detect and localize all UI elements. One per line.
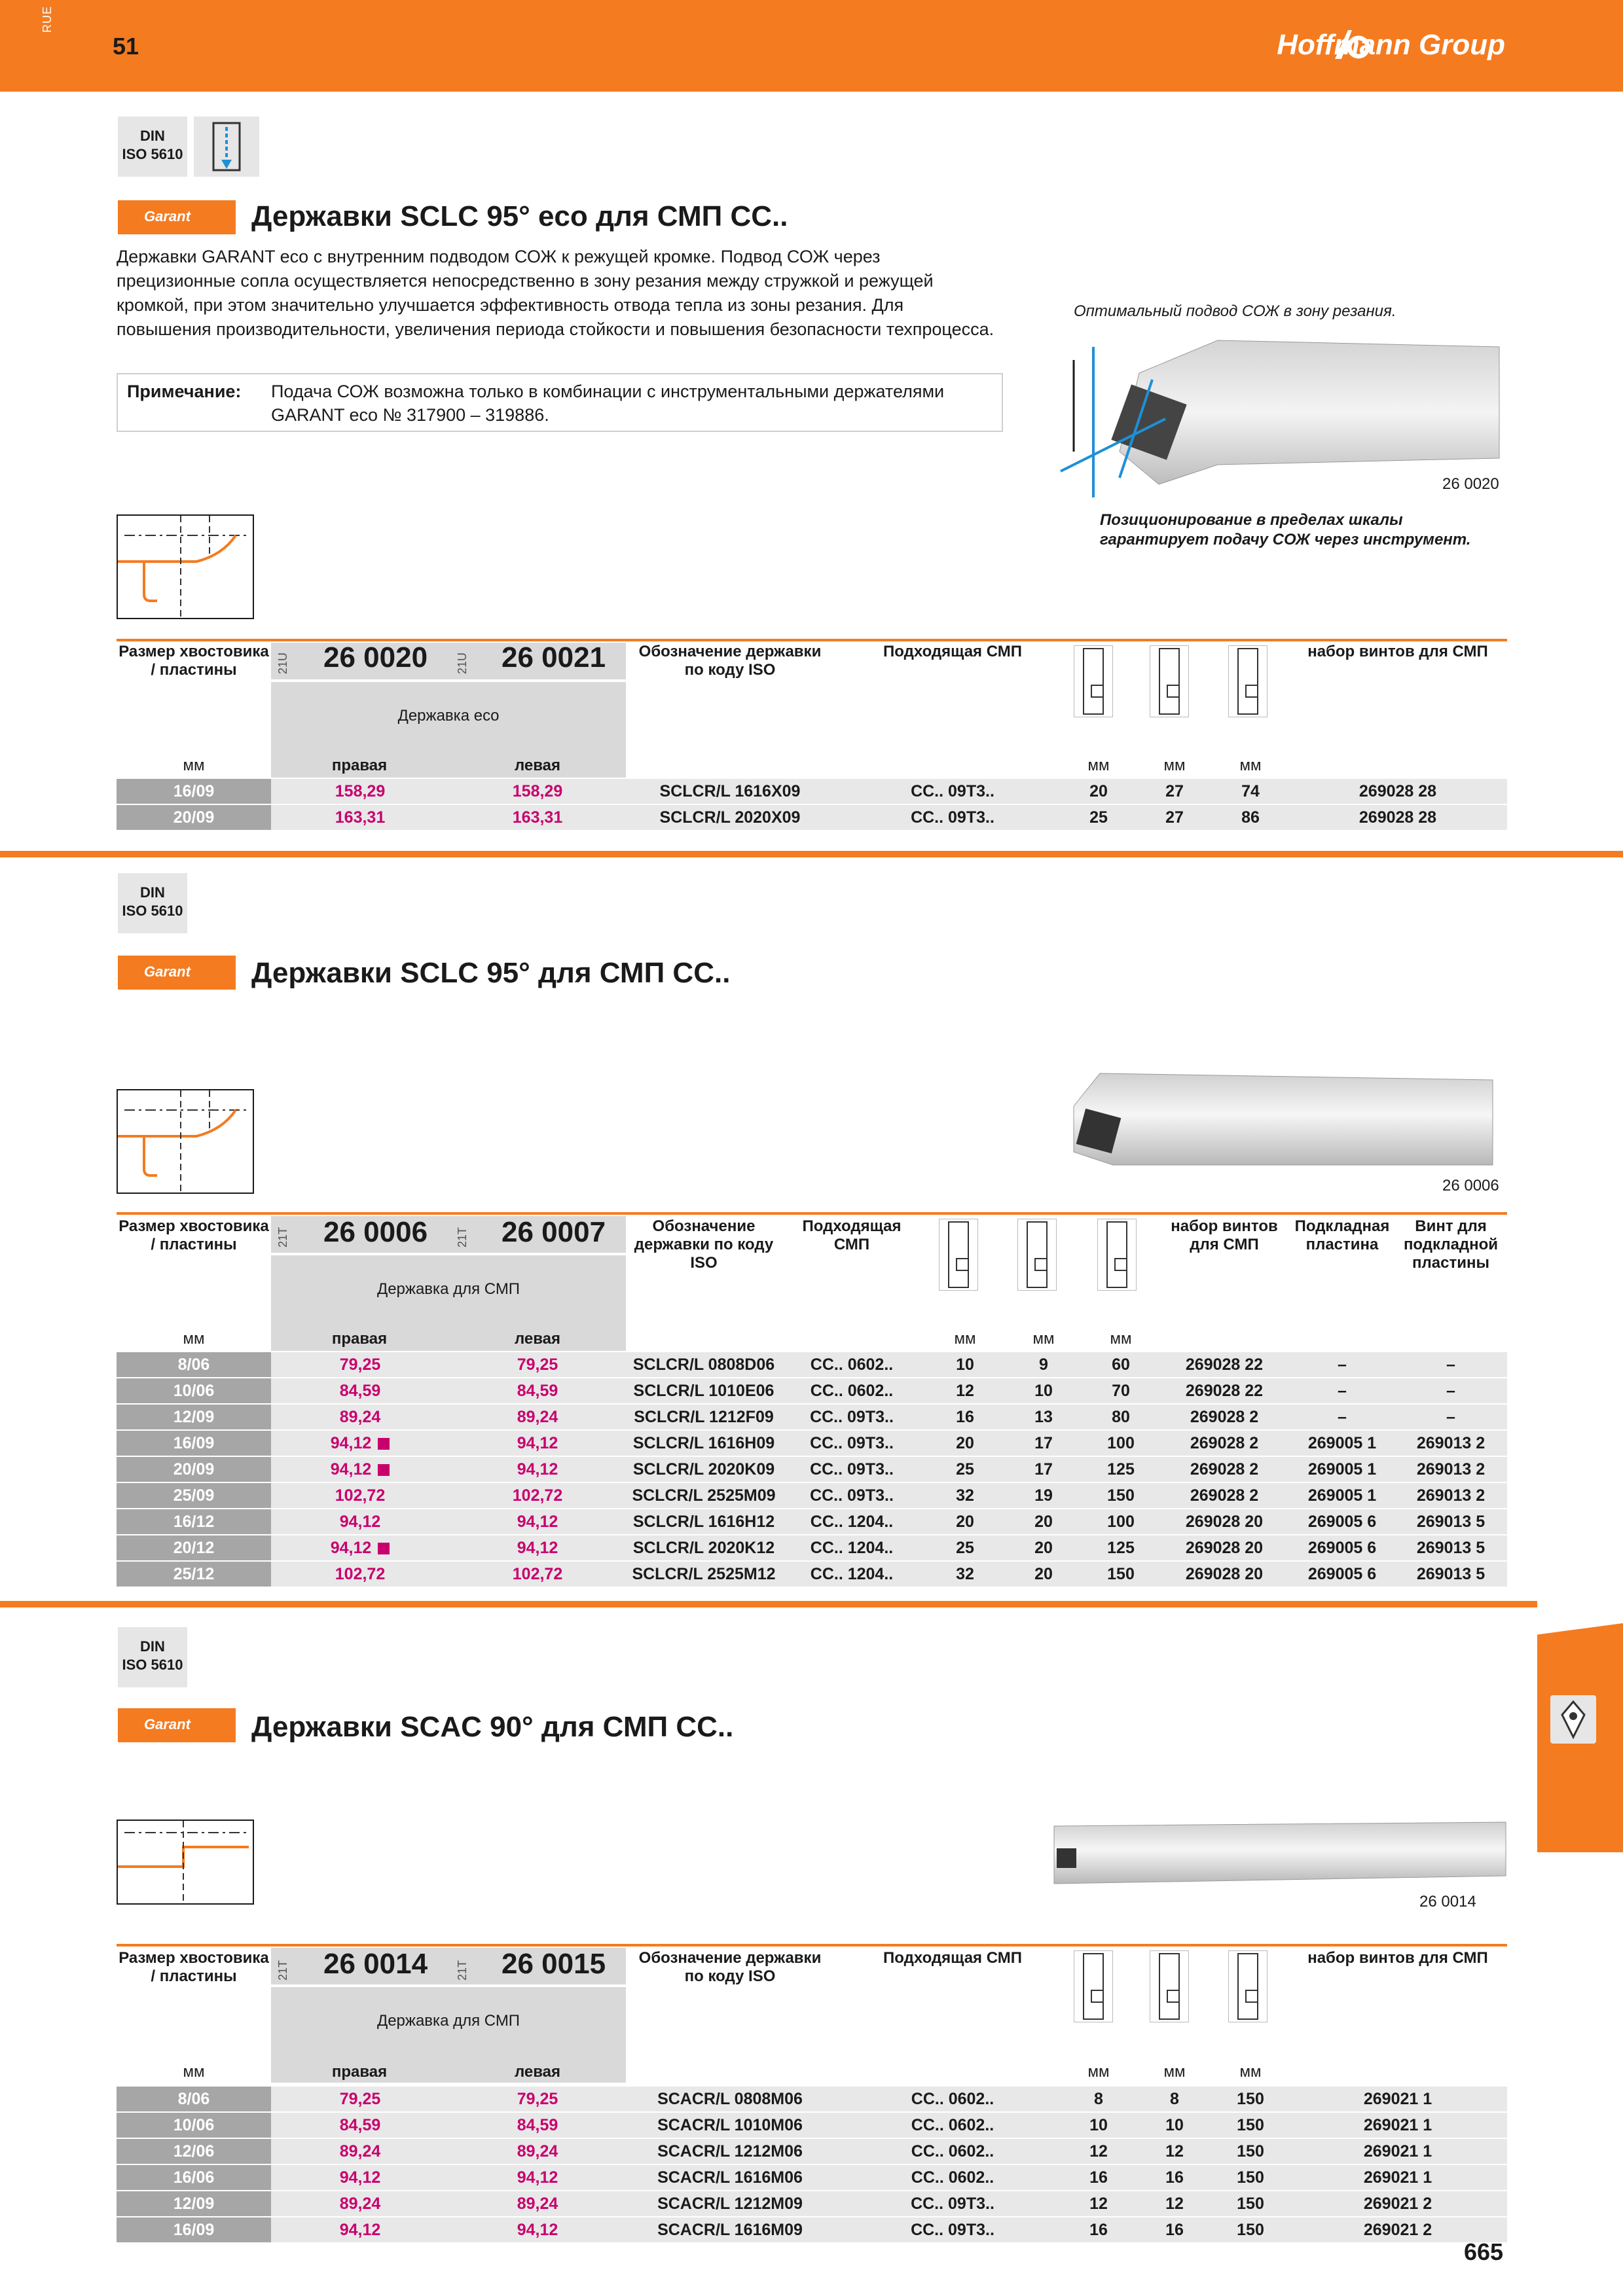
image-caption-bottom: Позиционирование в пределах шкалы гарантирует подачу СОЖ через инструмент.	[1100, 511, 1471, 548]
cell-screws: 269028 2	[1190, 1486, 1259, 1505]
shape-schema	[117, 1089, 254, 1194]
cell-d2: 27	[1165, 808, 1184, 827]
cell-insert: CC.. 09T3..	[911, 782, 994, 800]
cell-d3: 150	[1237, 2090, 1264, 2108]
unit-left: левая	[514, 1330, 561, 1348]
cell-iso: SCLCR/L 1212F09	[634, 1408, 774, 1426]
cell-d2: 8	[1170, 2090, 1179, 2108]
cell-insert: CC.. 09T3..	[810, 1434, 894, 1452]
cell-d3: 150	[1237, 2168, 1264, 2187]
section-divider	[0, 1601, 1537, 1607]
cell-d1: 25	[1089, 808, 1108, 827]
cell-d1: 16	[1089, 2221, 1108, 2239]
cell-shimscrew: 269013 5	[1416, 1539, 1486, 1557]
col-header-iso: Обозначение державки по коду ISO	[634, 1217, 774, 1272]
cell-iso: SCLCR/L 1616H09	[632, 1434, 775, 1452]
section-title: Державки SCLC 95° eco для СМП CC..	[251, 200, 788, 232]
cell-shim: 269005 6	[1307, 1513, 1377, 1531]
garant-logo: Garant	[118, 200, 236, 234]
cell-size: 12/06	[117, 2139, 271, 2164]
header-divider	[271, 1253, 626, 1255]
cell-d1: 10	[956, 1355, 974, 1374]
unit-d2: мм	[1163, 757, 1186, 774]
cell-right[interactable]: 89,24	[339, 2195, 381, 2213]
unit-d2: мм	[1163, 2063, 1186, 2081]
cell-left[interactable]: 89,24	[517, 1408, 558, 1426]
cell-shim: 269005 6	[1307, 1539, 1377, 1557]
cell-d2: 20	[1034, 1539, 1053, 1557]
cell-screws: 269021 1	[1363, 2142, 1432, 2161]
cell-d2: 16	[1165, 2168, 1184, 2187]
cell-shim: –	[1338, 1408, 1347, 1426]
table-row[interactable]	[117, 2191, 1507, 2216]
table-row[interactable]	[117, 2113, 1507, 2138]
cell-iso: SCLCR/L 2020K12	[632, 1539, 775, 1557]
table-row[interactable]	[117, 2139, 1507, 2164]
cell-left[interactable]: 94,12	[517, 1434, 558, 1452]
product-group-code: 21U	[276, 652, 289, 674]
cell-left[interactable]: 163,31	[512, 808, 563, 827]
din-badge: DIN ISO 5610	[118, 873, 187, 933]
unit-size: мм	[183, 757, 205, 774]
cell-right[interactable]: 89,24	[339, 2142, 381, 2161]
cell-shimscrew: –	[1446, 1408, 1455, 1426]
cell-shimscrew: 269013 2	[1416, 1434, 1486, 1452]
shape-schema	[117, 514, 254, 619]
cell-iso: SCLCR/L 1616X09	[659, 782, 801, 800]
table-row[interactable]	[117, 1352, 1507, 1377]
section-title: Державки SCLC 95° для СМП CC..	[251, 957, 731, 989]
cell-iso: SCLCR/L 2020X09	[659, 808, 801, 827]
cell-screws: 269021 1	[1363, 2116, 1432, 2134]
cell-insert: CC.. 0602..	[911, 2090, 994, 2108]
image-caption-top: Оптимальный подвод СОЖ в зону резания.	[1074, 302, 1396, 320]
col-header-insert: Подходящая СМП	[883, 1949, 1022, 1967]
cell-size: 20/09	[117, 1457, 271, 1482]
cell-d1: 16	[1089, 2168, 1108, 2187]
cell-d3: 100	[1107, 1434, 1135, 1452]
cell-d1: 32	[956, 1486, 974, 1505]
product-group-code: 21T	[456, 1960, 469, 1981]
col-header-iso: Обозначение державки по коду ISO	[638, 643, 822, 679]
cell-d1: 20	[956, 1434, 974, 1452]
cell-d3: 74	[1241, 782, 1260, 800]
col-header-insert: Подходящая СМП	[802, 1217, 902, 1253]
image-code: 26 0006	[1442, 1177, 1499, 1194]
availability-marker	[378, 1543, 390, 1554]
cell-iso: SCLCR/L 2525M09	[632, 1486, 776, 1505]
cell-iso: SCACR/L 1010M06	[657, 2116, 803, 2134]
cell-right[interactable]: 102,72	[335, 1486, 386, 1505]
dimension-l-icon	[1228, 1950, 1267, 2022]
col-header-iso: Обозначение державки по коду ISO	[638, 1949, 822, 1985]
unit-d3: мм	[1239, 2063, 1262, 2081]
cell-insert: CC.. 1204..	[810, 1539, 894, 1557]
article-number-left[interactable]: 26 0007	[501, 1216, 606, 1248]
article-number-right[interactable]: 26 0020	[323, 641, 428, 673]
cell-d1: 8	[1094, 2090, 1103, 2108]
cell-right[interactable]: 102,72	[335, 1565, 386, 1583]
table-row[interactable]	[117, 1562, 1507, 1587]
cell-d2: 12	[1165, 2142, 1184, 2161]
cell-insert: CC.. 0602..	[810, 1355, 894, 1374]
cell-size: 25/09	[117, 1483, 271, 1508]
cell-size: 10/06	[117, 1378, 271, 1403]
note-box	[117, 373, 1003, 432]
cell-right[interactable]: 94,12	[271, 1431, 449, 1456]
cell-d3: 100	[1107, 1513, 1135, 1531]
table-row[interactable]	[117, 2217, 1507, 2242]
table-row[interactable]	[117, 1535, 1507, 1560]
table-subhead: Державка для СМП	[376, 2012, 520, 2030]
cell-d3: 150	[1237, 2221, 1264, 2239]
cell-d2: 10	[1034, 1382, 1053, 1400]
article-number-left[interactable]: 26 0021	[501, 641, 606, 673]
cell-screws: 269028 20	[1185, 1513, 1264, 1531]
cell-d3: 150	[1237, 2116, 1264, 2134]
cell-size: 16/09	[117, 1431, 271, 1456]
unit-d3: мм	[1239, 757, 1262, 774]
cell-size: 16/09	[117, 779, 271, 804]
cell-d1: 25	[956, 1460, 974, 1479]
unit-d1: мм	[954, 1330, 976, 1348]
cell-screws: 269028 22	[1185, 1382, 1264, 1400]
table-row[interactable]	[117, 1509, 1507, 1534]
cell-d3: 150	[1107, 1486, 1135, 1505]
cell-insert: CC.. 0602..	[911, 2168, 994, 2187]
cell-left[interactable]: 94,12	[517, 2168, 558, 2187]
cell-d2: 13	[1034, 1408, 1053, 1426]
table-subhead: Державка для СМП	[376, 1280, 520, 1298]
article-number-left[interactable]: 26 0015	[501, 1948, 606, 1980]
cell-d2: 12	[1165, 2195, 1184, 2213]
cell-d1: 32	[956, 1565, 974, 1583]
dimension-f-icon	[1150, 1950, 1189, 2022]
cell-screws: 269021 1	[1363, 2168, 1432, 2187]
cell-size: 12/09	[117, 1405, 271, 1429]
table-row[interactable]	[117, 2087, 1507, 2111]
cell-d2: 17	[1034, 1460, 1053, 1479]
cell-d1: 20	[956, 1513, 974, 1531]
cell-right[interactable]: 94,12	[271, 1535, 449, 1560]
table-row[interactable]	[117, 805, 1507, 830]
cell-screws: 269021 1	[1363, 2090, 1432, 2108]
cell-left[interactable]: 84,59	[517, 1382, 558, 1400]
cell-d3: 150	[1237, 2142, 1264, 2161]
table-top-rule	[117, 1212, 1507, 1215]
turning-tool-icon	[1550, 1695, 1596, 1744]
table-top-rule	[117, 1944, 1507, 1946]
cell-right[interactable]: 163,31	[335, 808, 386, 827]
product-group-code: 21T	[276, 1227, 289, 1247]
cell-d1: 20	[1089, 782, 1108, 800]
cell-insert: CC.. 1204..	[810, 1513, 894, 1531]
section-divider	[0, 851, 1623, 857]
cell-d2: 17	[1034, 1434, 1053, 1452]
table-row[interactable]	[117, 1431, 1507, 1456]
cell-right[interactable]: 94,12	[339, 2221, 381, 2239]
dimension-h-icon	[939, 1219, 978, 1291]
cell-d2: 19	[1034, 1486, 1053, 1505]
col-header-shimscrew: Винт для подкладной пластины	[1403, 1217, 1499, 1272]
page-number: 665	[1464, 2238, 1504, 2265]
section-description: Державки GARANT eco с внутренним подводом СОЖ к режущей кромке. Подвод СОЖ через прецизионные сопла осуществляется непосредственно в зону резания между стружкой и режущей кромкой, при этом значительно улучшается эффективность отвода тепла из зоны резания. Для повышения производительности, увеличения периода стойкости и повышения безопасности техпроцесса.	[117, 247, 994, 339]
table-row[interactable]	[117, 1405, 1507, 1429]
cell-screws: 269028 28	[1359, 782, 1437, 800]
header-divider	[271, 1984, 626, 1987]
cell-d2: 9	[1039, 1355, 1048, 1374]
unit-d1: мм	[1087, 757, 1110, 774]
table-row[interactable]	[117, 1483, 1507, 1508]
product-image-holder	[1061, 1067, 1512, 1172]
cell-screws: 269028 20	[1185, 1539, 1264, 1557]
product-group-code: 21T	[456, 1227, 469, 1247]
cell-shimscrew: –	[1446, 1382, 1455, 1400]
cell-left[interactable]: 94,12	[517, 1539, 558, 1557]
cell-insert: CC.. 09T3..	[810, 1486, 894, 1505]
cell-iso: SCLCR/L 1010E06	[633, 1382, 775, 1400]
cell-shimscrew: 269013 2	[1416, 1486, 1486, 1505]
cell-iso: SCLCR/L 2020K09	[632, 1460, 775, 1479]
table-row[interactable]	[117, 1457, 1507, 1482]
cell-d3: 70	[1112, 1382, 1130, 1400]
table-row[interactable]	[117, 1378, 1507, 1403]
cell-d2: 10	[1165, 2116, 1184, 2134]
cell-d3: 125	[1107, 1460, 1135, 1479]
cell-iso: SCLCR/L 1616H12	[632, 1513, 775, 1531]
cell-right[interactable]: 79,25	[339, 1355, 381, 1374]
cell-d1: 16	[956, 1408, 974, 1426]
cell-d1: 10	[1089, 2116, 1108, 2134]
unit-left: левая	[514, 757, 561, 774]
dimension-h-icon	[1074, 1950, 1113, 2022]
product-image-scac	[1041, 1813, 1512, 1898]
note-text: Подача СОЖ возможна только в комбинации с инструментальными держателями GARANT eco № 317900 – 319886.	[271, 382, 945, 425]
cell-d3: 60	[1112, 1355, 1130, 1374]
cell-left[interactable]: 84,59	[517, 2116, 558, 2134]
cell-iso: SCACR/L 1616M09	[657, 2221, 803, 2239]
cell-iso: SCLCR/L 0808D06	[632, 1355, 775, 1374]
cell-size: 10/06	[117, 2113, 271, 2138]
cell-left[interactable]: 89,24	[517, 2195, 558, 2213]
cell-right[interactable]: 84,59	[339, 1382, 381, 1400]
product-group-code: 21T	[276, 1960, 289, 1981]
cell-size: 12/09	[117, 2191, 271, 2216]
cell-shim: 269005 1	[1307, 1460, 1377, 1479]
table-subhead: Державка eco	[397, 707, 500, 725]
cell-shimscrew: 269013 5	[1416, 1565, 1486, 1583]
cell-screws: 269028 22	[1185, 1355, 1264, 1374]
chapter-number: 51	[113, 33, 139, 60]
cell-d3: 125	[1107, 1539, 1135, 1557]
cell-left[interactable]: 94,12	[517, 2221, 558, 2239]
cell-screws: 269028 28	[1359, 808, 1437, 827]
cell-iso: SCACR/L 1212M06	[657, 2142, 803, 2161]
cell-left[interactable]: 102,72	[512, 1486, 563, 1505]
unit-d2: мм	[1032, 1330, 1055, 1348]
cell-left[interactable]: 79,25	[517, 2090, 558, 2108]
cell-right[interactable]: 94,12	[271, 1457, 449, 1482]
cell-d2: 16	[1165, 2221, 1184, 2239]
section-title: Державки SCAC 90° для СМП CC..	[251, 1711, 734, 1743]
dimension-l-icon	[1097, 1219, 1137, 1291]
cell-insert: CC.. 0602..	[911, 2142, 994, 2161]
cell-d3: 80	[1112, 1408, 1130, 1426]
col-header-size: Размер хвостовика / пластины	[119, 643, 269, 679]
col-header-insert: Подходящая СМП	[883, 643, 1022, 660]
cell-left[interactable]: 94,12	[517, 1513, 558, 1531]
cell-shimscrew: 269013 5	[1416, 1513, 1486, 1531]
cell-iso: SCACR/L 1212M09	[657, 2195, 803, 2213]
cell-iso: SCACR/L 0808M06	[657, 2090, 803, 2108]
cell-screws: 269028 2	[1190, 1460, 1259, 1479]
cell-screws: 269028 2	[1190, 1434, 1259, 1452]
din-badge: DIN ISO 5610	[118, 1627, 187, 1687]
cell-d1: 12	[956, 1382, 974, 1400]
dimension-f-icon	[1150, 645, 1189, 717]
image-code: 26 0014	[1419, 1893, 1476, 1910]
cell-size: 20/12	[117, 1535, 271, 1560]
article-number-right[interactable]: 26 0006	[323, 1216, 428, 1248]
cell-insert: CC.. 0602..	[810, 1382, 894, 1400]
cell-size: 16/12	[117, 1509, 271, 1534]
cell-left[interactable]: 89,24	[517, 2142, 558, 2161]
unit-left: левая	[514, 2063, 561, 2081]
cell-shimscrew: 269013 2	[1416, 1460, 1486, 1479]
unit-right: правая	[331, 2063, 388, 2081]
garant-logo: Garant	[118, 956, 236, 990]
language-code: RUE	[41, 5, 54, 33]
cell-insert: CC.. 09T3..	[810, 1460, 894, 1479]
garant-logo: Garant	[118, 1708, 236, 1742]
cell-screws: 269028 20	[1185, 1565, 1264, 1583]
unit-d3: мм	[1110, 1330, 1132, 1348]
cell-insert: CC.. 1204..	[810, 1565, 894, 1583]
cell-shim: –	[1338, 1355, 1347, 1374]
cell-right[interactable]: 94,12	[339, 1513, 381, 1531]
col-header-size: Размер хвостовика / пластины	[119, 1949, 269, 1985]
col-header-shim: Подкладная пластина	[1294, 1217, 1390, 1253]
cell-shim: –	[1338, 1382, 1347, 1400]
cell-insert: CC.. 09T3..	[911, 808, 994, 827]
cell-d1: 12	[1089, 2195, 1108, 2213]
unit-d1: мм	[1087, 2063, 1110, 2081]
availability-marker	[378, 1438, 390, 1450]
cell-d2: 27	[1165, 782, 1184, 800]
cell-d1: 12	[1089, 2142, 1108, 2161]
cell-size: 16/09	[117, 2217, 271, 2242]
cell-d3: 150	[1107, 1565, 1135, 1583]
internal-coolant-icon	[194, 117, 259, 177]
cell-insert: CC.. 09T3..	[911, 2221, 994, 2239]
unit-size: мм	[183, 1330, 205, 1348]
cell-iso: SCACR/L 1616M06	[657, 2168, 803, 2187]
cell-left[interactable]: 102,72	[512, 1565, 563, 1583]
availability-marker	[378, 1464, 390, 1476]
product-image-eco	[1048, 321, 1506, 497]
cell-d2: 20	[1034, 1565, 1053, 1583]
cell-shim: 269005 1	[1307, 1434, 1377, 1452]
cell-d2: 20	[1034, 1513, 1053, 1531]
table-row[interactable]	[117, 2165, 1507, 2190]
table-row[interactable]	[117, 779, 1507, 804]
col-header-screws: набор винтов для СМП	[1307, 1949, 1488, 1967]
product-group-code: 21U	[456, 652, 469, 674]
unit-right: правая	[331, 757, 388, 774]
cell-d3: 86	[1241, 808, 1260, 827]
cell-shim: 269005 6	[1307, 1565, 1377, 1583]
cell-shimscrew: –	[1446, 1355, 1455, 1374]
cell-size: 16/06	[117, 2165, 271, 2190]
cell-left[interactable]: 79,25	[517, 1355, 558, 1374]
din-badge: DIN ISO 5610	[118, 117, 187, 177]
col-header-size: Размер хвостовика / пластины	[119, 1217, 269, 1253]
cell-right[interactable]: 94,12	[339, 2168, 381, 2187]
cell-shim: 269005 1	[1307, 1486, 1377, 1505]
cell-left[interactable]: 158,29	[512, 782, 563, 800]
cell-size: 8/06	[117, 2087, 271, 2111]
note-label: Примечание:	[127, 382, 242, 401]
brand-name: Hoffmann Group	[1277, 29, 1505, 61]
cell-iso: SCLCR/L 2525M12	[632, 1565, 776, 1583]
shape-schema	[117, 1820, 254, 1905]
unit-size: мм	[183, 2063, 205, 2081]
col-header-screws: набор винтов для СМП	[1307, 643, 1488, 660]
dimension-l-icon	[1228, 645, 1267, 717]
cell-left[interactable]: 94,12	[517, 1460, 558, 1479]
cell-insert: CC.. 09T3..	[810, 1408, 894, 1426]
cell-right[interactable]: 89,24	[339, 1408, 381, 1426]
col-header-screws: набор винтов для СМП	[1171, 1217, 1278, 1253]
cell-screws: 269021 2	[1363, 2195, 1432, 2213]
cell-right[interactable]: 84,59	[339, 2116, 381, 2134]
cell-insert: CC.. 09T3..	[911, 2195, 994, 2213]
cell-size: 20/09	[117, 805, 271, 830]
cell-size: 8/06	[117, 1352, 271, 1377]
cell-screws: 269021 2	[1363, 2221, 1432, 2239]
cell-right[interactable]: 79,25	[339, 2090, 381, 2108]
cell-screws: 269028 2	[1190, 1408, 1259, 1426]
cell-d1: 25	[956, 1539, 974, 1557]
cell-right[interactable]: 158,29	[335, 782, 386, 800]
header-divider	[271, 679, 626, 682]
dimension-f-icon	[1017, 1219, 1057, 1291]
cell-insert: CC.. 0602..	[911, 2116, 994, 2134]
cell-size: 25/12	[117, 1562, 271, 1587]
dimension-h-icon	[1074, 645, 1113, 717]
image-code: 26 0020	[1442, 475, 1499, 493]
article-number-right[interactable]: 26 0014	[323, 1948, 428, 1980]
unit-right: правая	[331, 1330, 388, 1348]
cell-d3: 150	[1237, 2195, 1264, 2213]
